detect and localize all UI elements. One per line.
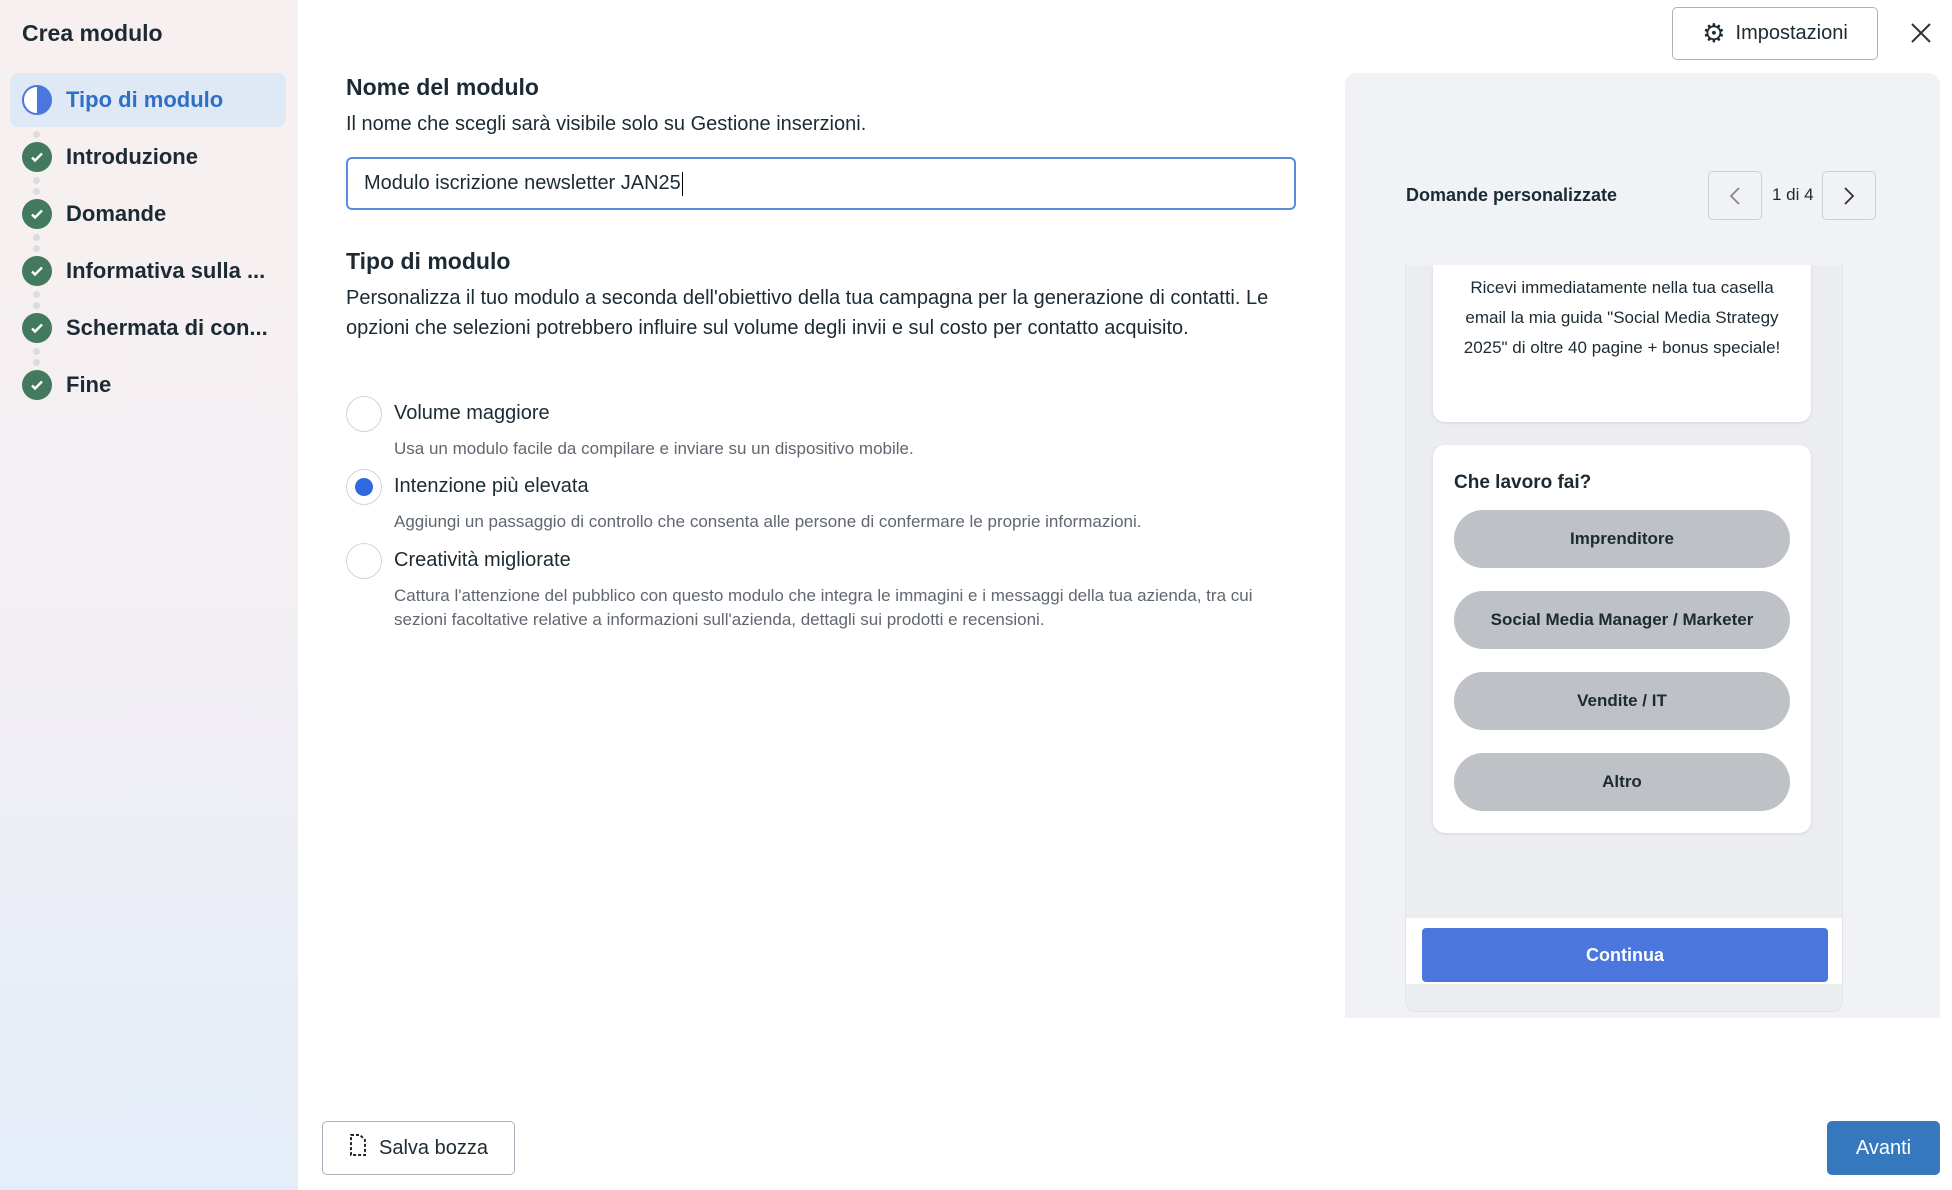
close-icon[interactable] — [1908, 20, 1934, 46]
radio-circle-selected[interactable] — [346, 469, 382, 505]
radio-label: Creatività migliorate — [394, 549, 571, 571]
phone-preview — [1405, 265, 1843, 1012]
form-type-title: Tipo di modulo — [346, 248, 511, 274]
answer-option[interactable]: Vendite / IT — [1454, 672, 1790, 730]
save-draft-button[interactable] — [322, 1121, 515, 1175]
chevron-right-icon — [1842, 186, 1856, 206]
check-circle-icon — [22, 142, 52, 172]
radio-label: Volume maggiore — [394, 402, 550, 424]
answer-option[interactable]: Imprenditore — [1454, 510, 1790, 568]
radio-desc: Usa un modulo facile da compilare e inviare su un dispositivo mobile. — [394, 439, 914, 458]
step-label: Domande — [66, 201, 167, 226]
half-circle-progress-icon — [22, 85, 52, 115]
form-name-input[interactable] — [346, 157, 1296, 210]
settings-button[interactable] — [1672, 7, 1878, 60]
radio-circle[interactable] — [346, 543, 382, 579]
step-fine[interactable] — [10, 358, 286, 412]
save-draft-label: Salva bozza — [379, 1136, 488, 1159]
form-name-help: Il nome che scegli sarà visibile solo su Gestione inserzioni. — [346, 113, 867, 135]
step-domande[interactable] — [10, 187, 286, 241]
next-page-button[interactable] — [1822, 171, 1876, 220]
check-circle-icon — [22, 313, 52, 343]
settings-label: Impostazioni — [1735, 22, 1848, 44]
intro-text: Ricevi immediatamente nella tua casella email la mia guida "Social Media Strategy 2025" di oltre 40 pagine + bonus speciale! — [1463, 278, 1781, 357]
step-label: Introduzione — [66, 144, 198, 169]
step-introduzione[interactable] — [10, 130, 286, 184]
chevron-left-icon — [1728, 186, 1742, 206]
next-button[interactable]: Avanti — [1827, 1121, 1940, 1175]
radio-label: Intenzione più elevata — [394, 475, 589, 497]
step-tipo-di-modulo[interactable] — [10, 73, 286, 127]
step-label: Tipo di modulo — [66, 87, 224, 112]
radio-circle[interactable] — [346, 396, 382, 432]
check-circle-icon — [22, 370, 52, 400]
answer-option[interactable]: Social Media Manager / Marketer — [1454, 591, 1790, 649]
step-label: Informativa sulla ... — [66, 258, 266, 283]
continue-button[interactable]: Continua — [1422, 928, 1828, 982]
radio-desc: Cattura l'attenzione del pubblico con questo modulo che integra le immagini e i messaggi della tua azienda, tra cui sezioni facoltative relative a informazioni sull'azienda, dettagli sui prodotti e recensioni. — [394, 586, 1253, 629]
page-indicator: 1 di 4 — [1772, 185, 1814, 204]
question-text: Che lavoro fai? — [1454, 472, 1592, 493]
form-name-title: Nome del modulo — [346, 74, 539, 100]
document-icon — [349, 1133, 367, 1163]
step-schermata[interactable] — [10, 301, 286, 355]
answer-option[interactable]: Altro — [1454, 753, 1790, 811]
radio-creativita-migliorate[interactable] — [346, 543, 1294, 632]
step-label: Fine — [66, 372, 112, 397]
check-circle-icon — [22, 199, 52, 229]
question-card — [1433, 445, 1811, 833]
step-label: Schermata di con... — [66, 315, 268, 340]
prev-page-button[interactable] — [1708, 171, 1762, 220]
step-informativa[interactable] — [10, 244, 286, 298]
radio-volume-maggiore[interactable] — [346, 396, 1294, 461]
check-circle-icon — [22, 256, 52, 286]
preview-title: Domande personalizzate — [1406, 185, 1618, 205]
preview-panel — [1345, 73, 1940, 1018]
radio-desc: Aggiungi un passaggio di controllo che consenta alle persone di confermare le proprie informazioni. — [394, 512, 1142, 531]
sidebar-title: Crea modulo — [22, 20, 163, 46]
input-value: Modulo iscrizione newsletter JAN25 — [364, 172, 681, 194]
gear-icon: ⚙ — [1702, 18, 1726, 48]
radio-intenzione-piu-elevata[interactable] — [346, 469, 1294, 534]
intro-card — [1433, 265, 1811, 422]
form-type-description: Personalizza il tuo modulo a seconda dell'obiettivo della tua campagna per la generazione di contatti. Le opzioni che selezioni potrebbero influire sul volume degli invii e sul costo per contatto acquisito. — [346, 287, 1269, 339]
sidebar — [0, 0, 298, 1190]
